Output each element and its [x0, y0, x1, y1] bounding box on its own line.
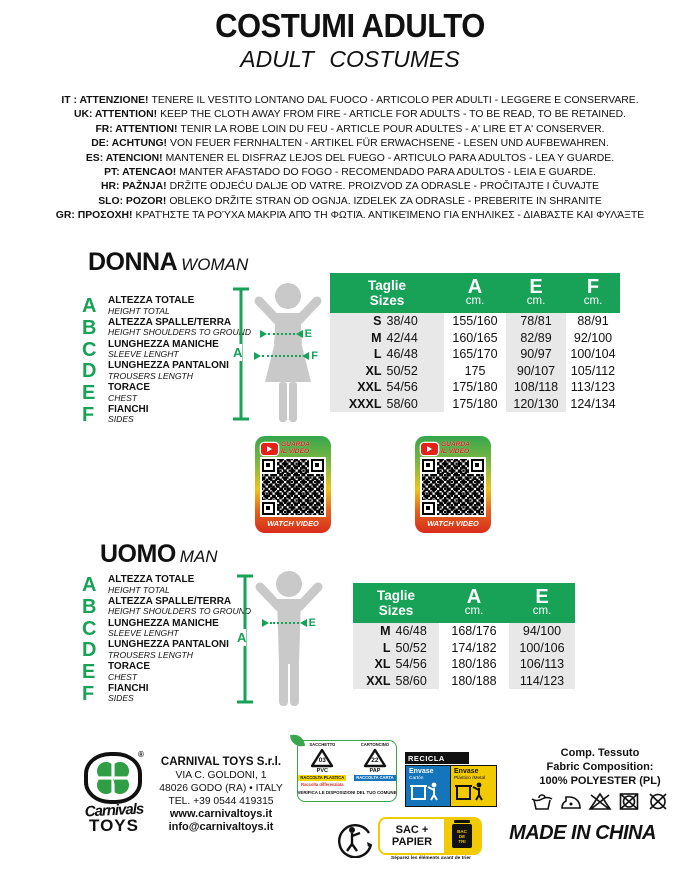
bac-label: BAC [457, 828, 467, 834]
cell-e [506, 346, 566, 363]
value-a: 168/176 [451, 624, 497, 639]
man-silhouette [250, 570, 328, 710]
company-name: CARNIVAL TOYS S.r.l. [160, 756, 282, 768]
plastico-metal-label: Plástico /Metal [454, 775, 486, 781]
cell-size [353, 656, 439, 673]
warning-line-slo [0, 195, 700, 209]
size-code: L [382, 640, 391, 655]
cell-size [330, 313, 444, 330]
cell-e [506, 313, 566, 330]
arrowhead-right-icon [254, 352, 261, 360]
recycling-info-box-es [405, 752, 499, 807]
warning-lang-label: DE: ACHTUNG! [91, 138, 168, 150]
logo-frame [88, 756, 138, 800]
header-letter: E [529, 276, 543, 298]
company-phone: TEL. +39 0544 419315 [168, 796, 274, 807]
chest-arrow-icon [262, 617, 316, 629]
header-unit: cm. [526, 295, 546, 307]
measure-label-it: ALTEZZA SPALLE/TERRA [108, 316, 232, 328]
value-f: 100/104 [570, 347, 616, 362]
company-city: 48026 GODO (RA) • ITALY [159, 783, 283, 794]
cell-size [330, 346, 444, 363]
cell-e [506, 363, 566, 380]
warning-lang-label: UK: ATTENTION! [73, 109, 158, 121]
header-unit: cm. [465, 295, 485, 307]
column-header-e [506, 273, 566, 313]
column-header-f [566, 273, 620, 313]
warning-text: MANTENER EL DISFRAZ LEJOS DEL FUEGO - ARTICULO PARA ADULTOS - LEA Y GUARDE. [165, 152, 615, 164]
cell-e [509, 673, 575, 690]
dotted-line [270, 622, 299, 624]
brand-carnival: Carnivals [84, 800, 144, 821]
measure-letter: A [82, 295, 97, 317]
cell-a [444, 346, 506, 363]
polyester-label: 100% POLYESTER (PL) [539, 775, 661, 787]
carton-label: Cartón [409, 775, 424, 781]
cell-f [566, 346, 620, 363]
watch-video-label: WATCH VIDEO [427, 519, 479, 528]
cell-a [439, 673, 509, 690]
header-taglie: Taglie [376, 588, 415, 603]
cell-f [566, 396, 620, 413]
cell-size [330, 379, 444, 396]
arrowhead-left-icon [296, 330, 303, 338]
person-bin-icon [454, 781, 488, 801]
measure-label-it: FIANCHI [108, 682, 149, 694]
measure-label-it: ALTEZZA SPALLE/TERRA [108, 595, 232, 607]
measure-label-en: HEIGHT TOTAL [108, 305, 170, 316]
table-header-row [330, 273, 620, 313]
value-a: 175/180 [452, 380, 498, 395]
value-e: 100/106 [519, 640, 565, 655]
warning-line-pt [0, 166, 700, 180]
qr-pattern [261, 458, 325, 516]
value-a: 165/170 [452, 347, 498, 362]
value-e: 120/130 [513, 396, 559, 411]
warning-lang-label: HR: PAŽNJA! [101, 181, 167, 193]
header-letter: E [535, 586, 549, 608]
measure-letter: F [82, 403, 95, 426]
table-row [330, 363, 620, 380]
size-code: XXXL [348, 396, 382, 411]
warning-text: MANTER AFASTADO DO FOGO - RECOMENDADO PARA ADULTOS - LEIA E GUARDE. [179, 167, 596, 179]
table-row [330, 313, 620, 330]
table-row [353, 640, 575, 657]
measure-letter: F [82, 682, 95, 705]
recycling-info-box-it [297, 740, 397, 802]
column-header-sizes [330, 273, 444, 313]
carnival-toys-logo [84, 752, 142, 804]
person-bin-icon [409, 781, 443, 801]
value-e: 78/81 [520, 314, 552, 329]
value-a: 180/186 [451, 657, 497, 672]
waste-bin-icon [452, 824, 472, 848]
material-abbr: PVC [316, 767, 328, 774]
fabric-composition-label: Fabric Composition: [546, 761, 654, 773]
value-f: 124/134 [570, 396, 616, 411]
registered-mark: ® [138, 750, 144, 759]
measure-label-it: FIANCHI [108, 403, 149, 415]
warning-lang-label: ES: ATENCION! [85, 152, 163, 164]
measure-label-it: ALTEZZA TOTALE [108, 295, 195, 306]
recycle-paper-column [354, 743, 395, 788]
size-code: M [371, 330, 382, 345]
cell-a [439, 640, 509, 657]
size-range: 42/44 [386, 330, 418, 345]
warning-text: VON FEUER FERNHALTEN - ARTIKEL FÜR ERWACHSENE - LESEN UND AUFBEWAHREN. [170, 138, 609, 150]
table-row [353, 656, 575, 673]
value-f: 92/100 [573, 330, 613, 345]
size-range: 38/40 [386, 314, 418, 329]
sides-arrow-icon [254, 350, 318, 362]
qr-finder-icon [471, 459, 484, 472]
measure-label-it: TORACE [108, 382, 151, 394]
cell-size [353, 673, 439, 690]
value-e: 106/113 [519, 657, 565, 672]
cell-size [330, 363, 444, 380]
value-a: 174/182 [451, 640, 497, 655]
qr-top-band [261, 441, 325, 456]
value-a: 175 [464, 363, 486, 378]
qr-finder-icon [422, 459, 435, 472]
hand-wash-icon [530, 791, 554, 811]
sac-papier-badge [378, 817, 482, 855]
header-unit: cm. [532, 605, 552, 617]
value-f: 88/91 [577, 314, 609, 329]
value-a: 155/160 [452, 314, 498, 329]
cell-e [506, 330, 566, 347]
cell-size [330, 396, 444, 413]
measure-label-it: LUNGHEZZA MANICHE [108, 617, 219, 629]
warning-text: OBLEKO DRŽITE STRAN OD OGNJA. IZDELEK ZA ODRASLE - PREBERITE IN SHRANITE [169, 195, 602, 207]
column-header-sizes [353, 583, 439, 623]
measure-label-en: SIDES [108, 693, 134, 704]
header-unit: cm. [464, 605, 484, 617]
table-row [330, 346, 620, 363]
company-website-link[interactable]: www.carnivaltoys.it [169, 808, 273, 820]
warning-text: TENERE IL VESTITO LONTANO DAL FUOCO - ARTICOLO PER ADULTI - LEGGERE E CONSERVARE. [151, 95, 639, 106]
warning-line-it [0, 94, 700, 108]
warning-lang-label: GR: ΠΡΟΣΟΧΗ! [55, 210, 133, 222]
measure-label-it: LUNGHEZZA MANICHE [108, 338, 219, 350]
warning-text: KEEP THE CLOTH AWAY FROM FIRE - ARTICLE FOR ADULTS - TO BE READ, TO BE RETAINED. [160, 109, 627, 121]
heading-woman: WOMAN [181, 255, 249, 274]
recycle-triangle-icon [310, 748, 334, 768]
play-triangle-icon [267, 446, 272, 452]
cell-e [506, 379, 566, 396]
column-header-a [444, 273, 506, 313]
page-subtitle: ADULT COSTUMES [240, 46, 460, 72]
size-range: 54/56 [395, 657, 427, 672]
value-e: 94/100 [522, 624, 562, 639]
header-letter: A [467, 276, 483, 298]
il-video-label: IL VIDEO [281, 447, 310, 455]
iron-one-dot-icon [559, 791, 583, 811]
warning-text: TENIR LA ROBE LOIN DU FEU - ARTICLE POUR ADULTES - A' LIRE ET A' CONSERVER. [180, 123, 605, 135]
measure-letter: E [82, 661, 96, 684]
warning-line-hr [0, 180, 700, 194]
sacchetto-label: SACCHETTO [309, 742, 336, 747]
fabric-composition-block [505, 746, 695, 811]
heading-uomo: UOMO [100, 540, 176, 568]
measure-label-it: LUNGHEZZA PANTALONI [108, 639, 229, 651]
measure-label-it: ALTEZZA TOTALE [108, 574, 195, 585]
table-header-row [353, 583, 575, 623]
clover-icon [92, 759, 134, 797]
warning-line-de [0, 137, 700, 151]
brand-toys: TOYS [89, 816, 139, 835]
company-address-block [150, 756, 292, 834]
measure-letter: B [82, 316, 97, 339]
size-code: S [373, 314, 382, 329]
cell-a [444, 363, 506, 380]
measure-label-en: HEIGHT SHOULDERS TO GROUND [108, 327, 252, 338]
qr-finder-icon [422, 502, 435, 515]
value-e: 90/97 [520, 347, 552, 362]
cell-f [566, 379, 620, 396]
guarda-label: GUARDA [441, 440, 470, 448]
cell-e [506, 396, 566, 413]
table-row [353, 673, 575, 690]
value-e: 114/123 [519, 673, 565, 688]
company-email-link[interactable]: info@carnivaltoys.it [168, 821, 274, 833]
size-code: XXL [357, 380, 382, 395]
cell-f [566, 330, 620, 347]
dotted-line [268, 333, 295, 335]
raccolta-carta-label: RACCOLTA CARTA [356, 774, 394, 780]
warning-lang-label: IT : ATTENZIONE! [61, 95, 149, 106]
size-range: 58/60 [386, 396, 418, 411]
sac-papier-text [380, 819, 444, 853]
cartoncino-label: CARTONCINO [360, 742, 390, 747]
value-f: 105/112 [570, 363, 616, 378]
size-code: XL [374, 657, 391, 672]
header-letter: F [586, 276, 600, 298]
measure-label-en: CHEST [108, 671, 138, 682]
measure-letter: D [82, 639, 97, 662]
arrowhead-left-icon [300, 619, 307, 627]
measure-letter: A [82, 574, 97, 596]
cell-size [330, 330, 444, 347]
measure-label-en: HEIGHT SHOULDERS TO GROUND [108, 606, 252, 617]
warning-lang-label: SLO: POZOR! [98, 195, 167, 207]
raccolta-plastica-label: RACCOLTA PLASTICA [300, 774, 345, 780]
cell-size [353, 623, 439, 640]
value-f: 113/123 [570, 380, 616, 395]
bracket-letter-a: A [237, 630, 247, 645]
do-not-bleach-icon [588, 791, 612, 811]
value-e: 82/89 [520, 330, 552, 345]
cell-a [444, 313, 506, 330]
recicla-title: RECICLA [405, 752, 469, 764]
arrowhead-right-icon [262, 619, 269, 627]
cell-size [353, 640, 439, 657]
sac-label: SAC + [395, 824, 429, 836]
value-e: 90/107 [516, 363, 556, 378]
warning-text: DRŽITE ODJEĆU DALJE OD VATRE. PROIZVOD ZA ODRASLE - PROČITAJTE I ČUVAJTE [169, 181, 599, 193]
cell-a [439, 623, 509, 640]
heading-man: MAN [179, 547, 218, 566]
envase-plastico-panel [451, 765, 497, 807]
arrow-letter-f: F [311, 349, 318, 362]
arrowhead-left-icon [302, 352, 309, 360]
verify-municipality-note: VERIFICA LE DISPOSIZIONI DEL TUO COMUNE [297, 790, 397, 796]
size-code: XL [365, 363, 382, 378]
table-row [330, 379, 620, 396]
dotted-line [262, 355, 301, 357]
arrowhead-right-icon [260, 330, 267, 338]
cell-e [509, 656, 575, 673]
measure-label-it: LUNGHEZZA PANTALONI [108, 360, 229, 372]
cell-a [444, 396, 506, 413]
measure-letter: E [82, 382, 96, 405]
chest-arrow-icon [260, 328, 312, 340]
recycle-triangle-icon [363, 748, 387, 768]
envase-label: Envase [409, 768, 434, 775]
brand-wordmark [72, 800, 156, 835]
qr-finder-icon [262, 502, 275, 515]
value-e: 108/118 [513, 380, 559, 395]
envase-label: Envase [454, 768, 479, 775]
warning-line-es [0, 152, 700, 166]
play-triangle-icon [427, 446, 432, 452]
measure-letter: B [82, 595, 97, 618]
youtube-play-icon [261, 443, 278, 455]
size-range: 46/48 [386, 347, 418, 362]
care-symbols-row [505, 791, 695, 811]
size-range: 54/56 [386, 380, 418, 395]
section-heading-man [100, 540, 218, 569]
size-range: 46/48 [395, 624, 427, 639]
size-code: XXL [366, 673, 391, 688]
cell-f [566, 313, 620, 330]
size-range: 50/52 [386, 363, 418, 378]
table-row [330, 330, 620, 347]
cell-a [444, 379, 506, 396]
company-street: VIA C. GOLDONI, 1 [175, 770, 267, 781]
measure-label-en: TROUSERS LENGTH [108, 649, 193, 660]
arrow-letter-e: E [304, 327, 312, 340]
warning-line-fr [0, 123, 700, 137]
il-video-label: IL VIDEO [441, 447, 470, 455]
warning-line-uk [0, 108, 700, 122]
warning-lang-label: FR: ATTENTION! [95, 123, 178, 135]
do-not-tumble-dry-icon [617, 791, 641, 811]
raccolta-differenziata-label: Raccolta differenziata [301, 782, 344, 787]
qr-finder-icon [311, 459, 324, 472]
made-in-china-label: MADE IN CHINA [509, 822, 656, 844]
material-code: 22 [371, 756, 379, 764]
leaf-icon [290, 733, 305, 748]
warning-lang-label: PT: ATENCAO! [104, 167, 177, 179]
woman-size-table [330, 273, 620, 412]
youtube-play-icon [421, 443, 438, 455]
watch-video-label: WATCH VIDEO [267, 519, 319, 528]
triman-icon [336, 820, 374, 858]
heading-donna: DONNA [88, 248, 178, 276]
table-row [330, 396, 620, 413]
size-code: L [373, 347, 382, 362]
cell-a [444, 330, 506, 347]
cell-e [509, 623, 575, 640]
measure-label-en: CHEST [108, 392, 138, 403]
warning-text: ΚΡΑΤΉΣΤΕ ΤΑ ΡΟΎΧΑ ΜΑΚΡΙΆ ΑΠΌ ΤΗ ΦΩΤΙΆ. ΑΝΤΙΚΕΊΜΕΝΟ ΓΙΑ ΕΝΉΛΙΚΕΣ - ΔΙΑΒΆΣΤΕ ΚΑΙ ΦΥΛΆΞΤΕ [135, 210, 645, 222]
header-sizes: Sizes [369, 293, 405, 308]
de-label: DE [458, 833, 466, 839]
qr-code-watch-video[interactable] [255, 436, 331, 533]
qr-code-watch-video[interactable] [415, 436, 491, 533]
header-sizes: Sizes [378, 603, 414, 618]
measure-label-en: SIDES [108, 414, 134, 425]
qr-finder-icon [262, 459, 275, 472]
qr-pattern [421, 458, 485, 516]
papier-label: PAPIER [391, 836, 433, 848]
do-not-dry-clean-icon [646, 791, 670, 811]
qr-top-band [421, 441, 485, 456]
section-heading-woman [88, 248, 248, 277]
sorting-note: Séparez les éléments avant de trier [391, 856, 471, 861]
warnings-block [0, 94, 700, 224]
page-title: COSTUMI ADULTO [215, 6, 485, 45]
value-a: 160/165 [452, 330, 498, 345]
envase-carton-panel [405, 765, 451, 807]
arrow-letter-e: E [308, 616, 316, 629]
material-abbr: PAP [369, 767, 381, 774]
tri-label: TRI [458, 838, 466, 844]
material-code: 03 [318, 756, 326, 764]
bracket-letter-a: A [233, 345, 243, 360]
cell-e [509, 640, 575, 657]
size-range: 50/52 [395, 640, 427, 655]
recycle-plastic-column [298, 743, 346, 788]
size-range: 58/60 [395, 673, 427, 688]
column-header-e [509, 583, 575, 623]
comp-tessuto-label: Comp. Tessuto [560, 747, 640, 759]
man-size-table [353, 583, 575, 689]
measure-label-en: SLEEVE LENGHT [108, 628, 179, 639]
value-a: 180/188 [451, 673, 497, 688]
header-taglie: Taglie [367, 278, 406, 293]
column-header-a [439, 583, 509, 623]
measure-letter: C [82, 338, 97, 361]
value-a: 175/180 [452, 396, 498, 411]
measure-letter: C [82, 617, 97, 640]
cell-f [566, 363, 620, 380]
header-unit: cm. [583, 295, 603, 307]
measure-label-en: TROUSERS LENGTH [108, 370, 193, 381]
header-letter: A [466, 586, 482, 608]
guarda-label: GUARDA [281, 440, 310, 448]
size-code: M [380, 624, 391, 639]
table-row [353, 623, 575, 640]
measure-label-en: SLEEVE LENGHT [108, 349, 179, 360]
measure-letter: D [82, 360, 97, 383]
warning-line-gr [0, 209, 700, 223]
cell-a [439, 656, 509, 673]
measure-label-it: TORACE [108, 661, 151, 673]
measure-label-en: HEIGHT TOTAL [108, 584, 170, 595]
